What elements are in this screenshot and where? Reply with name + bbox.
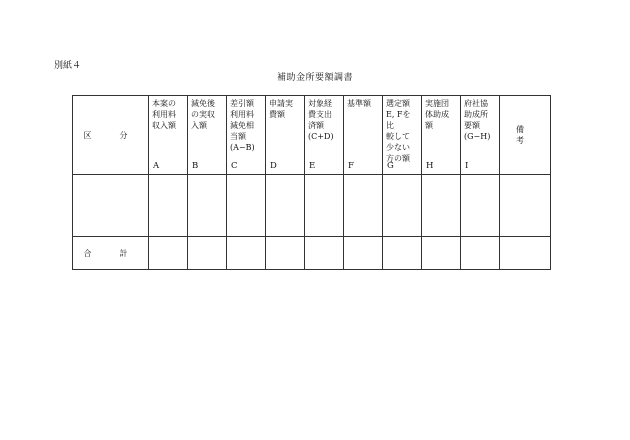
column-letter: G <box>387 161 394 171</box>
column-letter: I <box>465 161 469 171</box>
entry-cell-i[interactable] <box>461 175 500 237</box>
column-letter: D <box>270 161 277 171</box>
column-letter: H <box>426 161 434 171</box>
column-header-e <box>305 96 344 175</box>
column-header-label: 選定額 E, Fを比 較して 少ない 方の額 <box>386 99 411 163</box>
column-header-a <box>149 96 188 175</box>
column-header-label: 対象経 費支出 済額 (C+D) <box>308 99 334 141</box>
total-cell-b[interactable] <box>188 237 227 270</box>
total-cell-i[interactable] <box>461 237 500 270</box>
column-letter: B <box>192 161 199 171</box>
column-header-label: 差引額 利用料 減免相 当額 (A−B) <box>230 99 255 152</box>
column-header-label: 減免後 の実収 入額 <box>191 99 215 130</box>
column-header-label: 本案の 利用料 収入額 <box>152 99 176 130</box>
category-header: 区 分 <box>73 96 149 175</box>
column-letter: E <box>309 161 316 171</box>
column-header-label: 申請実 費額 <box>269 99 293 119</box>
column-header-g <box>383 96 422 175</box>
annex-label: 別紙４ <box>54 61 82 71</box>
total-cell-remarks[interactable] <box>500 237 551 270</box>
entry-cell-e[interactable] <box>305 175 344 237</box>
column-header-b <box>188 96 227 175</box>
total-cell-d[interactable] <box>266 237 305 270</box>
entry-cell-remarks[interactable] <box>500 175 551 237</box>
header-row <box>73 96 551 175</box>
column-header-c <box>227 96 266 175</box>
entry-cell-d[interactable] <box>266 175 305 237</box>
total-cell-c[interactable] <box>227 237 266 270</box>
column-header-label: 基準額 <box>347 99 371 108</box>
column-letter: F <box>348 161 354 171</box>
total-cell-g[interactable] <box>383 237 422 270</box>
total-row <box>73 237 551 270</box>
total-cell-a[interactable] <box>149 237 188 270</box>
subsidy-table <box>72 95 551 270</box>
entry-cell-f[interactable] <box>344 175 383 237</box>
total-cell-f[interactable] <box>344 237 383 270</box>
document-title: 補助金所要額調書 <box>276 73 353 83</box>
entry-cell-category[interactable] <box>73 175 149 237</box>
total-cell-e[interactable] <box>305 237 344 270</box>
column-header-d <box>266 96 305 175</box>
remarks-header: 備 考 <box>500 96 551 175</box>
entry-cell-c[interactable] <box>227 175 266 237</box>
total-cell-h[interactable] <box>422 237 461 270</box>
column-header-h <box>422 96 461 175</box>
entry-row <box>73 175 551 237</box>
column-letter: A <box>153 161 160 171</box>
column-header-label: 府社協 助成所 要額 (G−H) <box>464 99 491 141</box>
total-label: 合 計 <box>73 237 149 270</box>
entry-cell-h[interactable] <box>422 175 461 237</box>
column-header-label: 実施団 体助成 額 <box>425 99 449 130</box>
entry-cell-g[interactable] <box>383 175 422 237</box>
column-header-f <box>344 96 383 175</box>
column-letter: C <box>231 161 238 171</box>
entry-cell-b[interactable] <box>188 175 227 237</box>
column-header-i <box>461 96 500 175</box>
entry-cell-a[interactable] <box>149 175 188 237</box>
